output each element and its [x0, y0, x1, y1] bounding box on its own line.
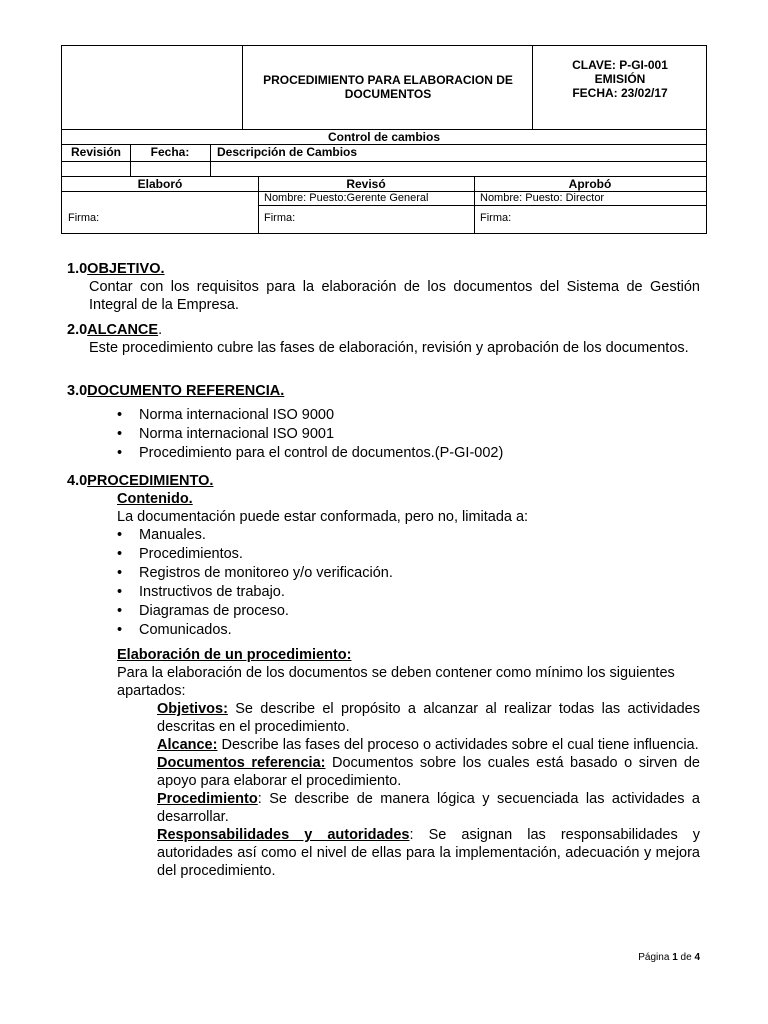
emission-date: FECHA: 23/02/17	[572, 86, 668, 100]
definition-item	[157, 826, 700, 880]
section-title: ALCANCE	[87, 322, 159, 338]
definition-sep: :	[257, 791, 262, 807]
definition-text: Se describe de manera lógica y secuenciada las actividades a desarrollar.	[157, 791, 700, 825]
list-item: • Procedimiento para el control de documentos.(P-GI-002)	[117, 444, 700, 463]
list-item: • Procedimientos.	[117, 545, 700, 564]
definition-text: Se asignan las responsabilidades y autoridades así como el nivel de ellas para la implementación, adecuación y mejora del procedimiento.	[157, 827, 701, 879]
section-number: 4.0	[67, 473, 88, 489]
section-number: 2.0	[67, 322, 88, 338]
document-code: CLAVE: P-GI-001	[572, 58, 668, 72]
list-item: • Manuales.	[117, 526, 700, 545]
divider	[242, 46, 243, 129]
definition-item	[157, 790, 700, 826]
list-item: • Comunicados.	[117, 621, 700, 640]
aprobo-name: Nombre: Puesto: Director	[480, 192, 605, 204]
section-objetivo	[67, 260, 700, 314]
subsection-intro: Para la elaboración de los documentos se deben contener como mínimo los siguientes apartados:	[117, 665, 675, 699]
col-fecha: Fecha:	[150, 145, 190, 159]
definition-term: Objetivos:	[157, 701, 228, 717]
list-item: • Norma internacional ISO 9000	[117, 406, 700, 425]
list-item: • Diagramas de proceso.	[117, 602, 700, 621]
signature-reviso: Firma:	[264, 212, 296, 224]
subsection-title: Elaboración de un procedimiento:	[117, 647, 352, 663]
definition-text: Documentos sobre los cuales está basado o sirven de apoyo para elaborar el procedimiento.	[157, 755, 701, 789]
aprobo-label: Aprobó	[568, 177, 612, 191]
section-title: OBJETIVO.	[87, 261, 165, 277]
section-number: 3.0	[67, 383, 88, 399]
divider	[532, 46, 533, 129]
col-descripcion: Descripción de Cambios	[217, 145, 358, 159]
signature-elaboro: Firma:	[68, 212, 100, 224]
divider	[210, 144, 211, 176]
section-documento-referencia	[67, 382, 700, 463]
definition-item	[157, 736, 700, 754]
section-number: 1.0	[67, 261, 88, 277]
section-text: Contar con los requisitos para la elaboración de los documentos del Sistema de Gestión Integral de la Empresa.	[89, 279, 700, 313]
section-title: DOCUMENTO REFERENCIA.	[87, 383, 285, 399]
reference-list	[117, 406, 700, 463]
elaboracion-block	[117, 646, 700, 880]
section-text: Este procedimiento cubre las fases de elaboración, revisión y aprobación de los documentos.	[89, 340, 689, 356]
definitions-list	[117, 700, 700, 880]
definition-item	[157, 700, 700, 736]
content-list	[117, 526, 700, 640]
definition-text: Se describe el propósito a alcanzar al realizar todas las actividades descritas en el procedimiento.	[157, 701, 700, 735]
change-control-title: Control de cambios	[327, 130, 440, 144]
list-item: • Registros de monitoreo y/o verificación.	[117, 564, 700, 583]
title-line: DOCUMENTOS	[344, 87, 432, 101]
emission-label: EMISIÓN	[594, 72, 646, 86]
col-revision: Revisión	[70, 145, 121, 159]
title-line: PROCEDIMIENTO PARA ELABORACION DE	[263, 73, 513, 87]
reviso-label: Revisó	[346, 177, 386, 191]
document-header-table	[61, 45, 707, 234]
section-procedimiento	[67, 472, 700, 640]
definition-term: Alcance:	[157, 737, 218, 753]
reviso-name: Nombre: Puesto:Gerente General	[264, 192, 429, 204]
list-item: • Norma internacional ISO 9001	[117, 425, 700, 444]
elaboro-label: Elaboró	[137, 177, 183, 191]
page-total: 4	[694, 952, 700, 963]
document-code-block	[534, 58, 706, 100]
subsection-intro: La documentación puede estar conformada, pero no, limitada a:	[117, 509, 529, 525]
definition-term: Responsabilidades y autoridades	[157, 827, 410, 843]
section-title-suffix: .	[158, 322, 163, 338]
definition-sep: :	[409, 827, 414, 843]
signature-aprobo: Firma:	[480, 212, 512, 224]
definition-item	[157, 754, 700, 790]
page-number: 1	[672, 952, 678, 963]
section-alcance	[67, 321, 700, 357]
definition-term: Documentos referencia:	[157, 755, 326, 771]
page-label: Página	[638, 952, 670, 963]
definition-text: Describe las fases del proceso o actividades sobre el cual tiene influencia.	[217, 737, 699, 753]
divider	[258, 205, 706, 206]
document-title	[244, 73, 532, 101]
list-item: • Instructivos de trabajo.	[117, 583, 700, 602]
section-title: PROCEDIMIENTO.	[87, 473, 214, 489]
page-footer	[638, 952, 700, 963]
definition-term: Procedimiento	[157, 791, 258, 807]
subsection-title: Contenido.	[117, 491, 193, 507]
divider	[62, 161, 706, 162]
page-of: de	[680, 952, 692, 963]
